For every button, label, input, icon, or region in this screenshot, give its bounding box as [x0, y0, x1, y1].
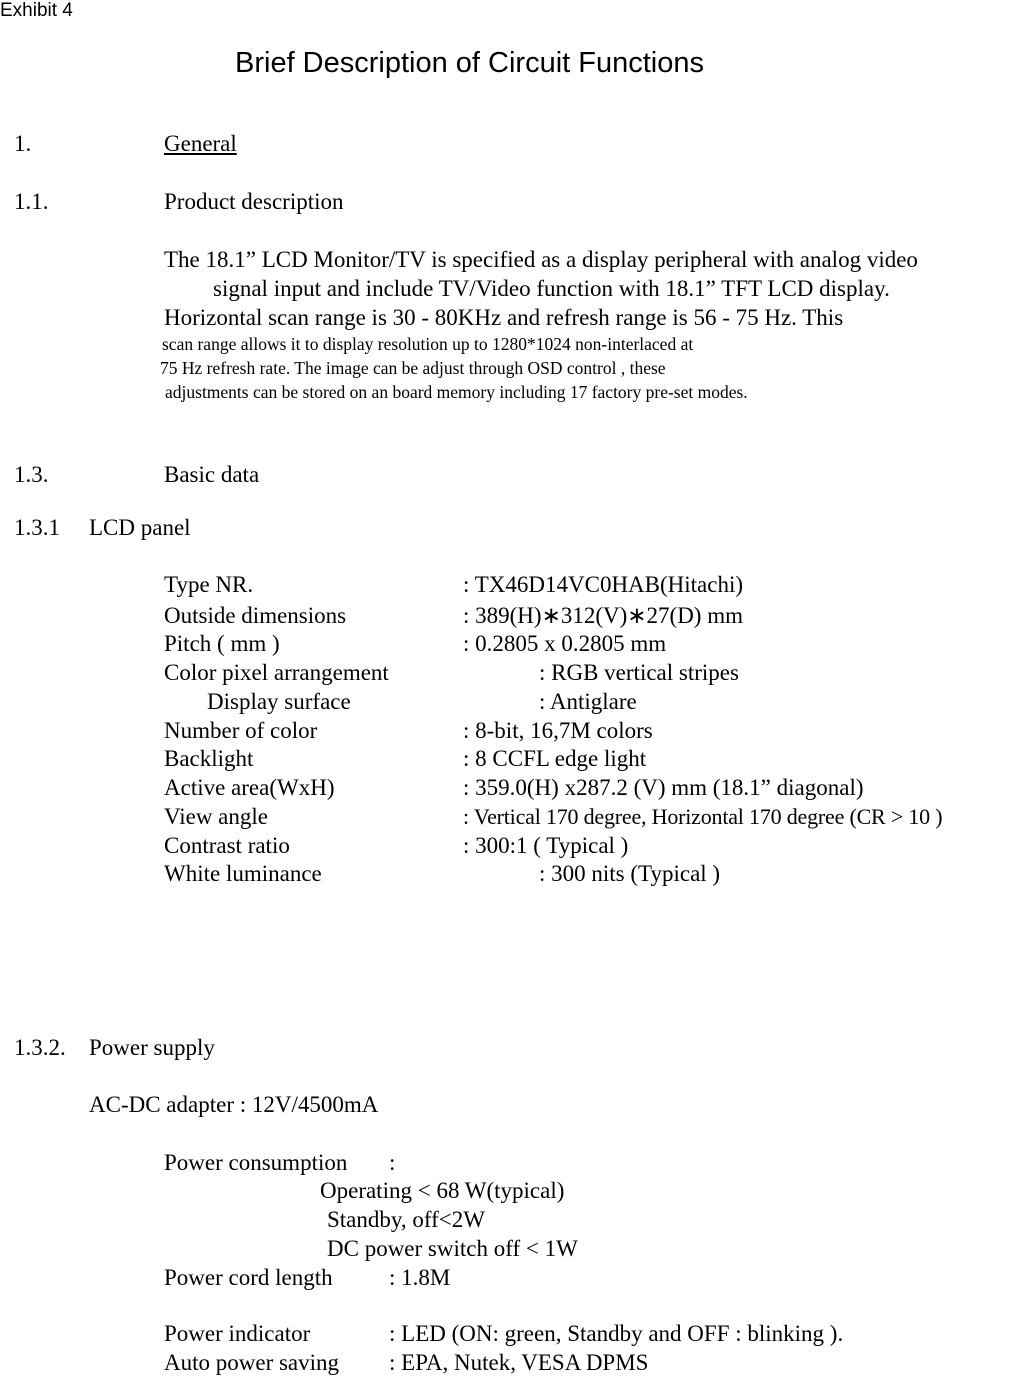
power-standby: Standby, off<2W — [327, 1207, 485, 1232]
spec-value: : 8 CCFL edge light — [463, 746, 647, 771]
section-heading-power: Power supply — [89, 1035, 215, 1060]
section-number-power: 1.3.2. — [14, 1035, 66, 1060]
spec-label: White luminance — [164, 861, 322, 886]
power-indicator-value: : LED (ON: green, Standby and OFF : blinking ). — [389, 1321, 844, 1346]
section-heading-general: General — [164, 131, 237, 156]
section-number-lcd: 1.3.1 — [14, 515, 60, 540]
section-number-general: 1. — [14, 131, 32, 156]
power-operating: Operating < 68 W(typical) — [320, 1178, 565, 1203]
spec-label: Number of color — [164, 718, 318, 743]
section-heading-basic: Basic data — [164, 462, 260, 487]
section-number-basic: 1.3. — [14, 462, 49, 487]
spec-value: : RGB vertical stripes — [539, 660, 739, 685]
product-line-2: signal input and include TV/Video function with 18.1” TFT LCD display. — [213, 276, 890, 301]
spec-label: Backlight — [164, 746, 254, 771]
power-cord-value: : 1.8M — [389, 1265, 451, 1290]
exhibit-label: Exhibit 4 — [0, 0, 73, 21]
power-cord-label: Power cord length — [164, 1265, 333, 1290]
spec-label: Color pixel arrangement — [164, 660, 389, 685]
section-number-product: 1.1. — [14, 189, 49, 214]
spec-value: : 359.0(H) x287.2 (V) mm (18.1” diagonal) — [463, 775, 864, 800]
page-title: Brief Description of Circuit Functions — [235, 47, 704, 79]
product-line-6: adjustments can be stored on an board memory including 17 factory pre-set modes. — [165, 382, 748, 402]
spec-value: : 0.2805 x 0.2805 mm — [463, 631, 667, 656]
product-line-5: 75 Hz refresh rate. The image can be adjust through OSD control , these — [160, 358, 666, 378]
section-heading-lcd: LCD panel — [89, 515, 191, 540]
spec-value: : 300 nits (Typical ) — [539, 861, 721, 886]
product-line-3: Horizontal scan range is 30 - 80KHz and refresh range is 56 - 75 Hz. This — [164, 305, 844, 330]
spec-label: Contrast ratio — [164, 833, 290, 858]
spec-label: Active area(WxH) — [164, 775, 335, 800]
power-consumption-colon: : — [389, 1150, 396, 1175]
power-dc-off: DC power switch off < 1W — [327, 1236, 578, 1261]
spec-value: : 389(H)∗312(V)∗27(D) mm — [463, 603, 743, 628]
product-line-4: scan range allows it to display resolution up to 1280*1024 non-interlaced at — [162, 334, 694, 354]
power-consumption-label: Power consumption — [164, 1150, 348, 1175]
spec-label: Pitch ( mm ) — [164, 631, 280, 656]
power-saving-label: Auto power saving — [164, 1350, 340, 1375]
power-saving-value: : EPA, Nutek, VESA DPMS — [389, 1350, 649, 1375]
adapter-line: AC-DC adapter : 12V/4500mA — [89, 1092, 379, 1117]
power-indicator-label: Power indicator — [164, 1321, 311, 1346]
spec-value: : Vertical 170 degree, Horizontal 170 degree (CR > 10 ) — [463, 804, 943, 829]
spec-value: : 8-bit, 16,7M colors — [463, 718, 653, 743]
spec-value: : Antiglare — [539, 689, 637, 714]
product-line-1: The 18.1” LCD Monitor/TV is specified as a display peripheral with analog video — [164, 247, 918, 272]
spec-label: Display surface — [207, 689, 351, 714]
spec-value: : 300:1 ( Typical ) — [463, 833, 629, 858]
spec-value: : TX46D14VC0HAB(Hitachi) — [463, 572, 744, 597]
spec-label: View angle — [164, 804, 268, 829]
section-heading-product: Product description — [164, 189, 344, 214]
spec-label: Type NR. — [164, 572, 254, 597]
spec-label: Outside dimensions — [164, 603, 347, 628]
